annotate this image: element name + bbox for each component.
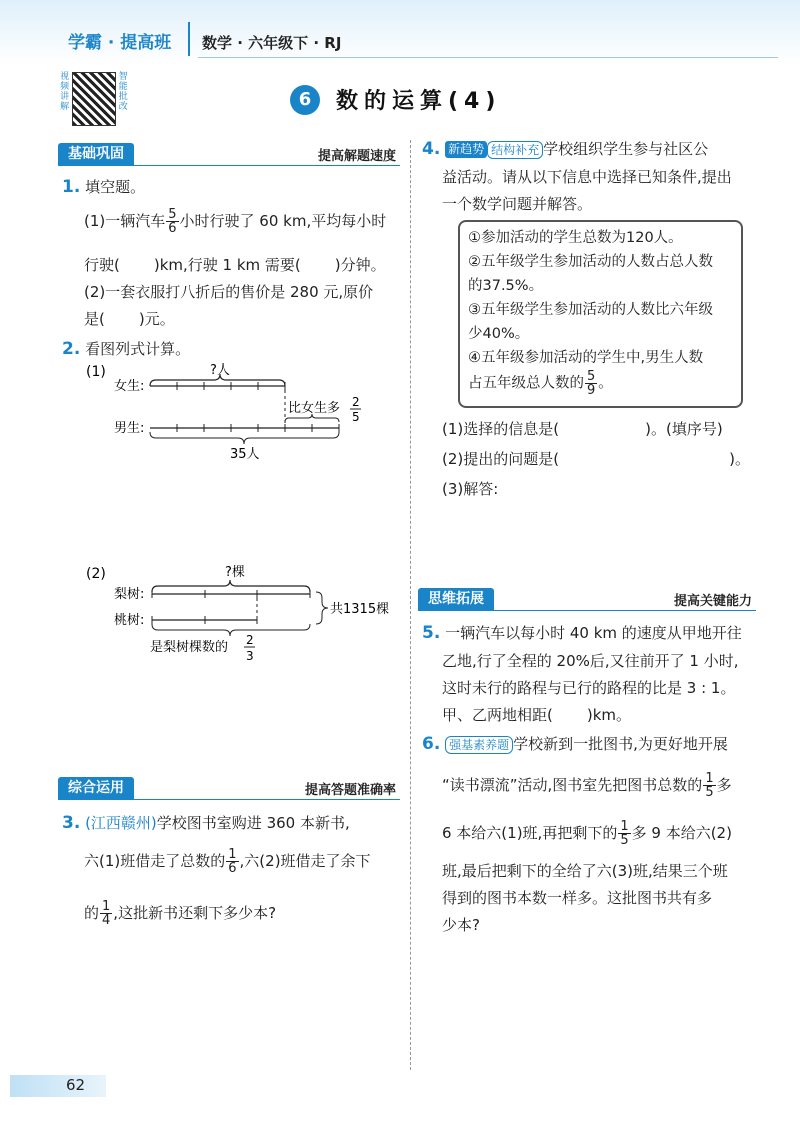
q4-text-a: 学校组织学生参与社区公 (543, 140, 709, 158)
lesson-title (290, 84, 501, 115)
q2-heading (62, 338, 190, 360)
d2-note-frac-num: 2 (246, 633, 254, 647)
d1-note-frac-num: 2 (352, 395, 360, 409)
d2-note: 是梨树棵数的 (150, 640, 229, 655)
d2-label: (2) (86, 566, 106, 582)
q1-part1-line1 (84, 208, 386, 235)
q6-tag: 强基素养题 (445, 736, 513, 754)
info-item-4: ④五年级参加活动的学生中,男生人数 (468, 350, 704, 366)
brand-label: 学霸 · 提高班 (68, 33, 172, 53)
q4-line3: 一个数学问题并解答。 (442, 195, 593, 213)
q3-text-d: 的 (84, 904, 100, 922)
q3-text-b: 六(1)班借走了总数的 (84, 852, 226, 870)
q4-number: 4. (422, 139, 441, 159)
q4-line2: 益活动。请从以下信息中选择已知条件,提出 (442, 168, 732, 186)
qr-left-label: 视频讲解 (60, 72, 70, 112)
info-fraction: $\frac{5}{9}$ (587, 369, 596, 398)
d1-boy-label: 男生: (114, 421, 145, 436)
header-rule (198, 57, 778, 58)
d1-girl-label: 女生: (114, 379, 145, 394)
section-basic (58, 143, 400, 166)
d2-question: ?棵 (225, 565, 245, 580)
d2-ratio-brace (152, 624, 310, 636)
d2-pear-brace (152, 580, 310, 592)
q4-s2-text-b: )。 (729, 450, 750, 468)
q6-line2 (442, 772, 732, 799)
q4-s2-text-a: (2)提出的问题是( (442, 450, 560, 468)
q6-line1 (422, 733, 728, 755)
d1-total: 35人 (230, 447, 260, 460)
q1-p1-text-b: 小时行驶了 60 km,平均每小时 (179, 212, 387, 230)
subject-label: 数学 · 六年级下 · RJ (202, 34, 342, 52)
q1-p1-text-e: )分钟。 (334, 256, 386, 274)
q5-line1 (422, 622, 742, 644)
q1-fraction: $\frac{5}{6}$ (168, 207, 177, 236)
q4-sub1 (442, 418, 723, 440)
d2-pear-label: 梨树: (114, 587, 145, 602)
q6-text-e: 多 9 本给六(2) (631, 824, 732, 842)
section-think-tag: 思维拓展 (418, 588, 494, 610)
q1-p1-text-a: (1)一辆汽车 (84, 212, 166, 230)
q2-number: 2. (62, 339, 81, 359)
q1-p2-text-b: 是( (84, 310, 105, 328)
q3-line1 (62, 812, 350, 834)
q6-text-c: 多 (716, 776, 732, 794)
page-number: 62 (66, 1076, 86, 1094)
q3-text-e: ,这批新书还剩下多少本? (113, 904, 277, 922)
q6-line5: 得到的图书本数一样多。这批图书共有多 (442, 889, 713, 907)
q1-p1-text-c: 行驶( (84, 256, 120, 274)
q6-line3 (442, 820, 732, 847)
qr-code-icon[interactable] (72, 72, 115, 126)
d2-note-frac-den: 3 (246, 649, 254, 663)
section-basic-sub: 提高解题速度 (317, 149, 396, 164)
header-separator (188, 22, 190, 56)
section-apply (58, 777, 400, 800)
q4-tag-trend: 新趋势 (445, 141, 487, 158)
info-item-3: ③五年级学生参加活动的人数比六年级 (468, 302, 713, 318)
q1-p1-text-d: )km,行驶 1 km 需要( (153, 256, 301, 274)
q3-fraction-1: $\frac{1}{6}$ (228, 847, 237, 876)
q5-line4 (442, 704, 631, 726)
q4-info-box (458, 220, 743, 408)
q6-text-a: 学校新到一批图书,为更好地开展 (513, 735, 728, 753)
q6-fraction-2: $\frac{1}{5}$ (620, 819, 629, 848)
q3-fraction-2: $\frac{1}{4}$ (102, 899, 111, 928)
q5-text-e: )km。 (586, 706, 632, 724)
q4-sub3: (3)解答: (442, 480, 499, 498)
info-item-1: ①参加活动的学生总数为120人。 (468, 230, 683, 246)
q6-text-d: 6 本给六(1)班,再把剩下的 (442, 824, 618, 842)
info-item-2: ②五年级学生参加活动的人数占总人数 (468, 254, 713, 270)
q6-line6: 少本? (442, 916, 480, 934)
lesson-number: 6 (290, 85, 320, 115)
d2-total: 共1315棵 (330, 602, 390, 617)
section-basic-tag: 基础巩固 (58, 143, 134, 165)
q3-source: (江西赣州) (85, 814, 157, 832)
q1-p2-text-c: )元。 (138, 310, 175, 328)
q1-part2-line2 (84, 308, 175, 330)
q3-number: 3. (62, 813, 81, 833)
q5-line2: 乙地,行了全程的 20%后,又往前开了 1 小时, (442, 652, 739, 670)
q3-text-a: 学校图书室购进 360 本新书, (156, 814, 350, 832)
page-number-bar (10, 1075, 106, 1097)
d1-question: ?人 (210, 363, 230, 378)
q6-line4: 班,最后把剩下的全给了六(3)班,结果三个班 (442, 862, 728, 880)
q3-line3 (84, 900, 276, 927)
info-item-3-cont: 少40%。 (468, 326, 530, 342)
d2-total-brace (316, 592, 328, 624)
q4-tag-structure: 结构补充 (487, 141, 543, 159)
q2-diagram-1 (80, 360, 410, 460)
d1-note-frac-den: 5 (352, 410, 360, 424)
section-apply-tag: 综合运用 (58, 777, 134, 799)
q4-line1 (422, 138, 708, 160)
q6-number: 6. (422, 734, 441, 754)
q4-sub2 (442, 448, 750, 470)
q1-part1-line2 (84, 254, 386, 276)
q5-line3: 这时未行的路程与已行的路程的比是 3 : 1。 (442, 679, 736, 697)
q4-s1-text-a: (1)选择的信息是( (442, 420, 560, 438)
q6-fraction-1: $\frac{1}{5}$ (705, 771, 714, 800)
q6-text-b: “读书漂流”活动,图书室先把图书总数的 (442, 776, 703, 794)
info-item-4-cont: 占五年级总人数的 $\frac{5}{9}$ 。 (468, 369, 613, 398)
q1-heading (62, 176, 145, 198)
q4-s1-text-b: )。(填序号) (645, 420, 723, 438)
q5-text-d: 甲、乙两地相距( (442, 706, 553, 724)
page-title: 数的运算(4) (336, 89, 502, 114)
q3-line2 (84, 848, 371, 875)
d2-peach-label: 桃树: (114, 613, 145, 628)
section-think-sub: 提高关键能力 (673, 594, 752, 609)
q3-text-c: ,六(2)班借走了余下 (239, 852, 371, 870)
q1-number: 1. (62, 177, 81, 197)
section-apply-sub: 提高答题准确率 (304, 783, 396, 798)
d1-total-brace (150, 432, 339, 444)
qr-code-block[interactable] (60, 72, 128, 128)
q2-title: 看图列式计算。 (85, 340, 191, 358)
q5-number: 5. (422, 623, 441, 643)
section-think (418, 588, 756, 611)
q1-part2-line1: (2)一套衣服打八折后的售价是 280 元,原价 (84, 283, 374, 301)
column-divider (410, 140, 411, 1070)
d1-note: 比女生多 (288, 401, 341, 416)
qr-right-label: 智能批改 (118, 72, 128, 112)
d1-label: (1) (86, 364, 106, 380)
info-item-2-cont: 的37.5%。 (468, 278, 544, 294)
q1-title: 填空题。 (85, 178, 146, 196)
q2-diagram-2 (80, 562, 410, 668)
q5-text-a: 一辆汽车以每小时 40 km 的速度从甲地开往 (445, 624, 742, 642)
